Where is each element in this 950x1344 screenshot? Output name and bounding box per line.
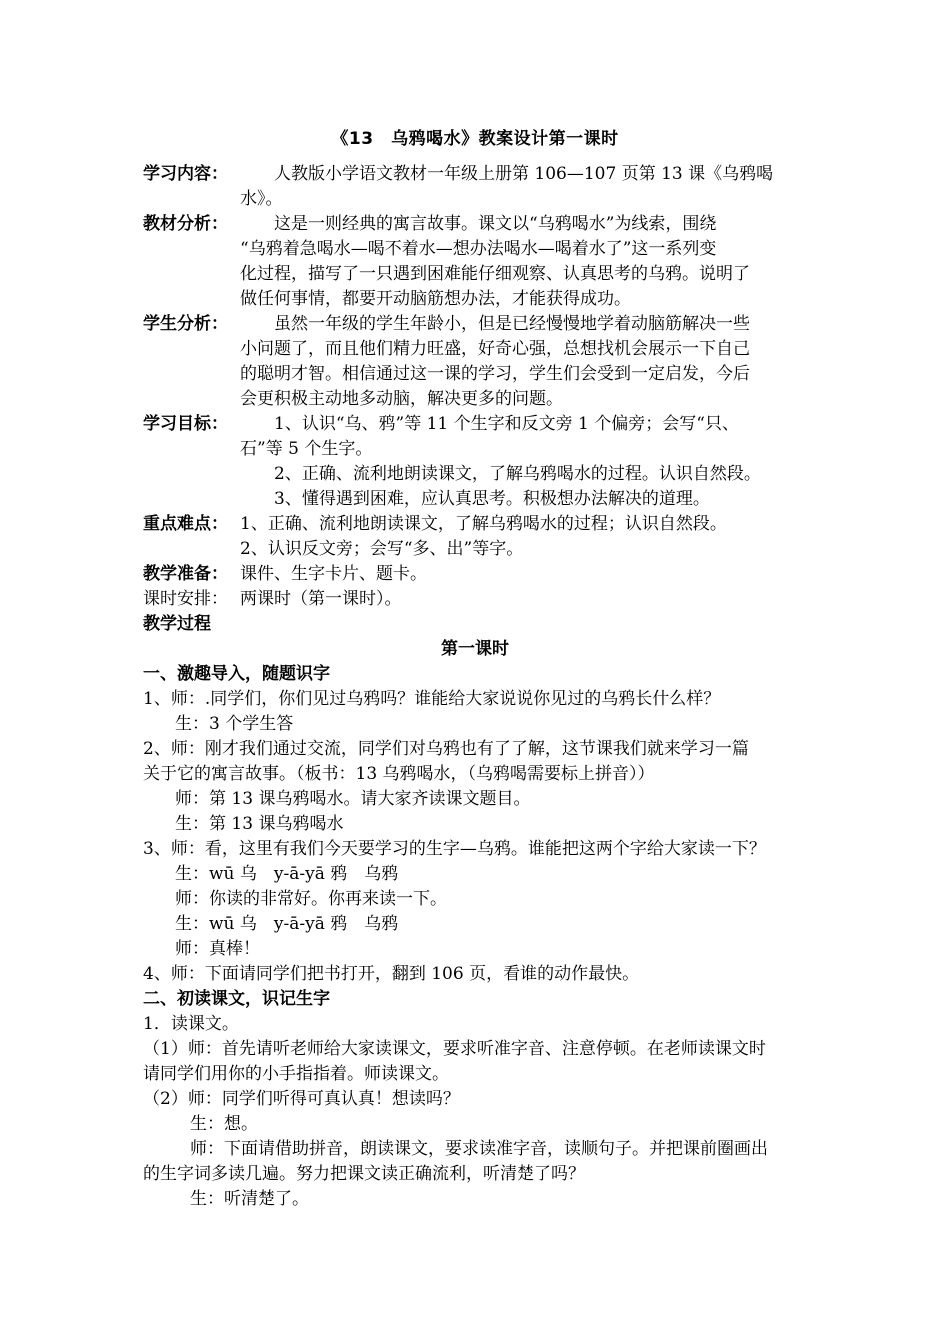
text-line: 化过程，描写了一只遇到困难能仔细观察、认真思考的乌鸦。说明了 (240, 264, 750, 284)
text-line: 请同学们用你的小手指指着。师读课文。 (143, 1064, 449, 1084)
text-line: 课件、生字卡片、题卡。 (240, 564, 427, 584)
text-line: “乌鸦着急喝水—喝不着水—想办法喝水—喝着水了”这一系列变 (240, 239, 717, 259)
text-line: 师：真棒！ (175, 939, 260, 959)
text-line: 做任何事情，都要开动脑筋想办法，才能获得成功。 (240, 289, 631, 309)
text-line: 生：wū 乌 y-ā-yā 鸦 乌鸦 (175, 914, 399, 934)
text-line: 的生字词多读几遍。努力把课文读正确流利，听清楚了吗？ (143, 1164, 585, 1184)
text-line: 1．读课文。 (143, 1014, 239, 1034)
text-line: 两课时（第一课时）。 (240, 589, 402, 609)
text-line: 1、正确、流利地朗读课文，了解乌鸦喝水的过程；认识自然段。 (240, 514, 727, 534)
text-line: 生：听清楚了。 (190, 1189, 309, 1209)
section-label: 重点难点： (143, 514, 228, 534)
text-line: 2、正确、流利地朗读课文，了解乌鸦喝水的过程。认识自然段。 (274, 464, 761, 484)
process-heading: 教学过程 (143, 614, 211, 634)
text-line: 生：3 个学生答 (175, 714, 294, 734)
text-line: 关于它的寓言故事。（板书：13 乌鸦喝水，（乌鸦喝需要标上拼音）） (143, 764, 655, 784)
text-line: 石”等 5 个生字。 (240, 439, 373, 459)
text-line: 会更积极主动地多动脑，解决更多的问题。 (240, 389, 563, 409)
text-line: （1）师：首先请听老师给大家读课文，要求听准字音、注意停顿。在老师读课文时 (143, 1039, 766, 1059)
text-line: 3、师：看，这里有我们今天要学习的生字—乌鸦。谁能把这两个字给大家读一下？ (143, 839, 766, 859)
document-title: 《13 乌鸦喝水》教案设计第一课时 (331, 129, 619, 149)
text-line: 师：下面请借助拼音，朗读课文，要求读准字音，读顺句子。并把课前圈画出 (190, 1139, 768, 1159)
section-label: 教材分析： (143, 214, 228, 234)
text-line: 师：第 13 课乌鸦喝水。请大家齐读课文题目。 (175, 789, 531, 809)
text-line: 生：想。 (190, 1114, 258, 1134)
text-line: 1、认识“乌、鸦”等 11 个生字和反文旁 1 个偏旁；会写“只、 (274, 414, 739, 434)
part1-heading: 一、激趣导入，随题识字 (143, 664, 330, 684)
text-line: 的聪明才智。相信通过这一课的学习，学生们会受到一定启发，今后 (240, 364, 750, 384)
text-line: 2、师：刚才我们通过交流，同学们对乌鸦也有了了解，这节课我们就来学习一篇 (143, 739, 749, 759)
lesson-heading: 第一课时 (441, 639, 509, 659)
text-line: 生：wū 乌 y-ā-yā 鸦 乌鸦 (175, 864, 399, 884)
section-label: 学生分析： (143, 314, 228, 334)
text-line: 4、师：下面请同学们把书打开，翻到 106 页，看谁的动作最快。 (143, 964, 640, 984)
text-line: 2、认识反文旁；会写“多、出”等字。 (240, 539, 524, 559)
text-line: （2）师：同学们听得可真认真！想读吗？ (143, 1089, 460, 1109)
section-label: 课时安排： (143, 589, 228, 609)
part2-heading: 二、初读课文，识记生字 (143, 989, 330, 1009)
text-line: 1、师：.同学们，你们见过乌鸦吗？谁能给大家说说你见过的乌鸦长什么样？ (143, 689, 721, 709)
text-line: 水》。 (240, 189, 283, 209)
text-line: 小问题了，而且他们精力旺盛，好奇心强，总想找机会展示一下自己 (240, 339, 750, 359)
text-line: 这是一则经典的寓言故事。课文以“乌鸦喝水”为线索，围绕 (274, 214, 717, 234)
section-label: 学习目标： (143, 414, 228, 434)
text-line: 生：第 13 课乌鸦喝水 (175, 814, 344, 834)
text-line: 虽然一年级的学生年龄小，但是已经慢慢地学着动脑筋解决一些 (274, 314, 750, 334)
text-line: 师：你读的非常好。你再来读一下。 (175, 889, 447, 909)
section-label: 教学准备： (143, 564, 228, 584)
section-label: 学习内容： (143, 164, 228, 184)
text-line: 人教版小学语文教材一年级上册第 106—107 页第 13 课《乌鸦喝 (274, 164, 774, 184)
text-line: 3、懂得遇到困难，应认真思考。积极想办法解决的道理。 (274, 489, 710, 509)
